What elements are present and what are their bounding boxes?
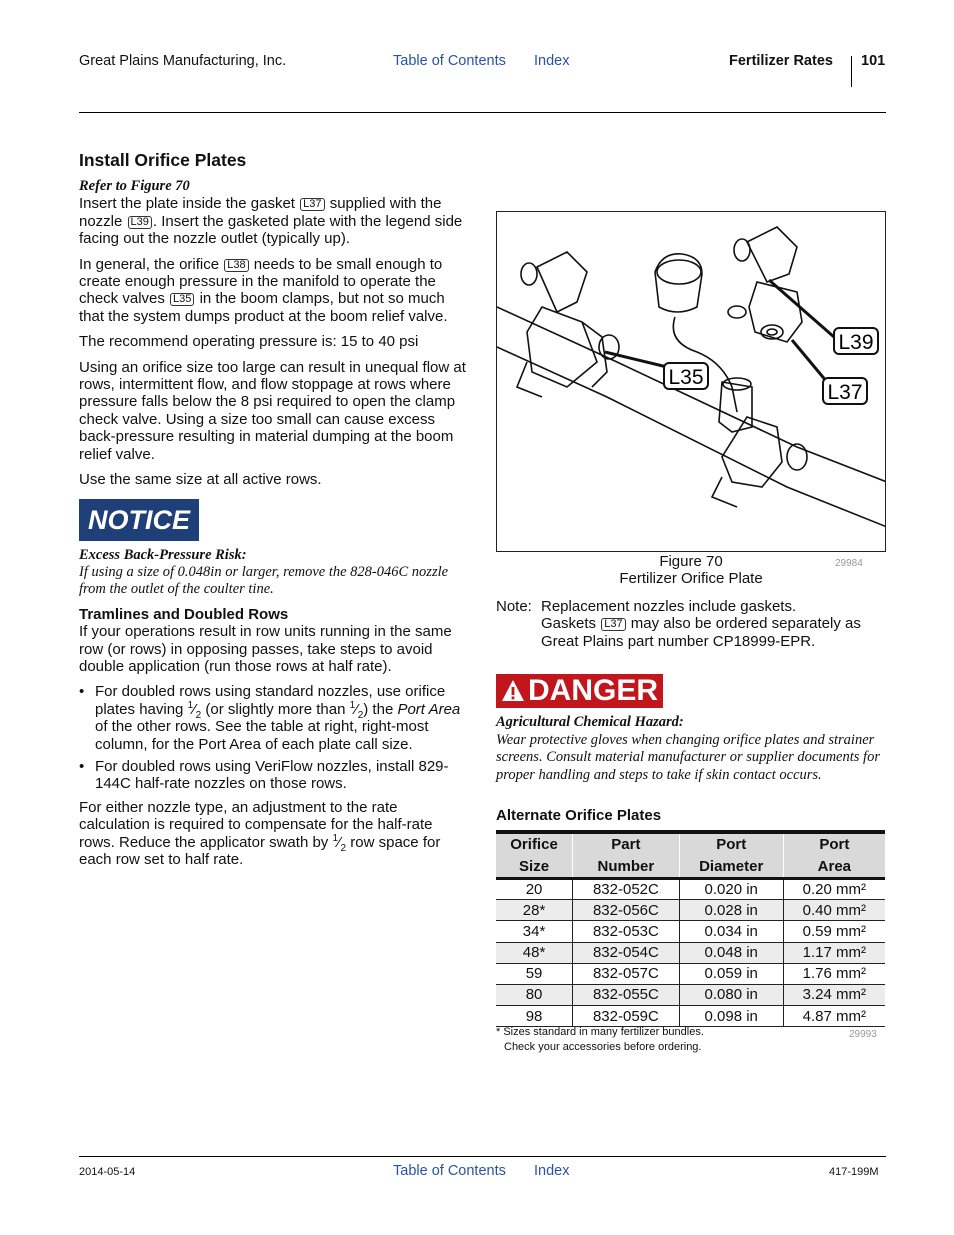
note-text: Replacement nozzles include gaskets. Gaskets L37 may also be ordered separately as Great Plains part number CP18999-EPR. (541, 598, 861, 650)
table-row: 59 832-057C 0.059 in 1.76 mm² (496, 963, 885, 984)
paragraph-pressure: The recommend operating pressure is: 15 to 40 psi (79, 333, 419, 351)
svg-text:L37: L37 (827, 381, 863, 404)
list-item: • For doubled rows using standard nozzles, use orifice plates having $^1⁄_2$ (or slightly more than $^1⁄_2$) the Port Area of the other rows. See the table at right, right-most column, for the Port Area of each plate call size. (79, 683, 471, 753)
table-id: 29993 (849, 1029, 877, 1040)
figure-orifice-plate (496, 211, 886, 552)
header-rule (79, 112, 886, 113)
table-row: 20 832-052C 0.020 in 0.20 mm² (496, 879, 885, 900)
paragraph-swath: For either nozzle type, an adjustment to the rate calculation is required to compensate for the half-rate rows. Reduce the applicator swath by $^1⁄_2$ row space for each row set to half rate. (79, 798, 441, 868)
paragraph-insert: Insert the plate inside the gasket L37 supplied with the nozzle L39 . Insert the gasketed plate with the legend side facing out the nozzle outlet (typically up). (79, 195, 463, 248)
footer-rule (79, 1156, 886, 1157)
company-name: Great Plains Manufacturing, Inc. (79, 53, 287, 69)
list-item: • For doubled rows using VeriFlow nozzles, install 829-144C half-rate nozzles on those rows. (79, 758, 471, 793)
table-footnote: * Sizes standard in many fertilizer bundles. Check your accessories before ordering. (496, 1026, 704, 1053)
table-row: 98 832-059C 0.098 in 4.87 mm² (496, 1006, 885, 1027)
notice-title: Excess Back-Pressure Risk: (79, 546, 247, 563)
col-header: Port Area (783, 834, 885, 879)
paragraph-tramlines: If your operations result in row units running in the same row (or rows) in opposing passes, take steps to avoid double application (run those rows at half rate). (79, 623, 452, 675)
table-row: 34* 832-053C 0.034 in 0.59 mm² (496, 921, 885, 942)
svg-text:L35: L35 (668, 366, 704, 389)
callout-l37 (823, 378, 867, 404)
callout-tag-l38: L38 (224, 259, 248, 272)
callout-l39 (834, 328, 878, 354)
table-row: 48* 832-054C 0.048 in 1.17 mm² (496, 942, 885, 963)
figure-reference: Refer to Figure 70 (79, 178, 190, 194)
fraction-half: $^1⁄_2$ (332, 832, 347, 854)
danger-badge: DANGER (496, 674, 663, 708)
col-header: Part Number (573, 834, 680, 879)
toc-link[interactable]: Table of Contents (393, 53, 506, 69)
footer-index-link[interactable]: Index (534, 1163, 570, 1179)
danger-title: Agricultural Chemical Hazard: (496, 714, 684, 730)
callout-tag-l37: L37 (601, 618, 625, 631)
section-heading: Install Orifice Plates (79, 150, 247, 170)
table-row: 80 832-055C 0.080 in 3.24 mm² (496, 984, 885, 1005)
doc-number: 417-199M (829, 1166, 879, 1178)
table-row: 28* 832-056C 0.028 in 0.40 mm² (496, 900, 885, 921)
figure-caption: Figure 70 Fertilizer Orifice Plate (619, 553, 763, 588)
footer-toc-link[interactable]: Table of Contents (393, 1163, 506, 1179)
paragraph-orifice: In general, the orifice L38 needs to be small enough to create enough pressure in the manifold to operate the check valves L35 in the boom clamps, but not so much that the system dumps product at the boom relief valve. (79, 255, 448, 325)
col-header: Port Diameter (679, 834, 783, 879)
orifice-table (496, 834, 885, 1027)
subheading-tramlines: Tramlines and Doubled Rows (79, 605, 289, 623)
note-label: Note: (496, 598, 532, 615)
header-divider (851, 56, 852, 87)
col-header: Orifice Size (496, 834, 573, 879)
callout-tag-l37: L37 (300, 198, 324, 211)
notice-badge: NOTICE (79, 499, 471, 541)
page-number: 101 (861, 53, 886, 69)
paragraph-same-size: Use the same size at all active rows. (79, 471, 322, 489)
fraction-half: $^1⁄_2$ (349, 699, 364, 721)
index-link[interactable]: Index (534, 53, 570, 69)
paragraph-size-warning: Using an orifice size too large can result in unequal flow at rows, intermittent flow, and flow stoppage at rows where pressure falls below the 8 psi required to open the clamp check valve. Using a size too small can cause excess back-pressure resulting in material dumping at the boom relief valve. (79, 358, 466, 463)
footer-date: 2014-05-14 (79, 1166, 136, 1178)
bullet-list (79, 683, 471, 792)
nozzle-illustration (497, 212, 886, 552)
svg-text:L39: L39 (838, 331, 874, 354)
warning-triangle-icon (501, 679, 525, 703)
section-title: Fertilizer Rates (729, 53, 833, 69)
table-heading: Alternate Orifice Plates (496, 807, 662, 824)
figure-id: 29984 (835, 558, 863, 569)
callout-l35 (664, 363, 708, 389)
danger-text: Wear protective gloves when changing orifice plates and strainer screens. Consult material manufacturer or supplier documents for proper handling and steps to take if skin contact occurs. (496, 732, 880, 783)
left-column (79, 150, 471, 876)
callout-tag-l39: L39 (128, 216, 152, 229)
callout-tag-l35: L35 (170, 293, 194, 306)
notice-text: If using a size of 0.048in or larger, remove the 828-046C nozzle from the outlet of the coulter tine. (79, 563, 449, 598)
fraction-half: $^1⁄_2$ (187, 699, 202, 721)
